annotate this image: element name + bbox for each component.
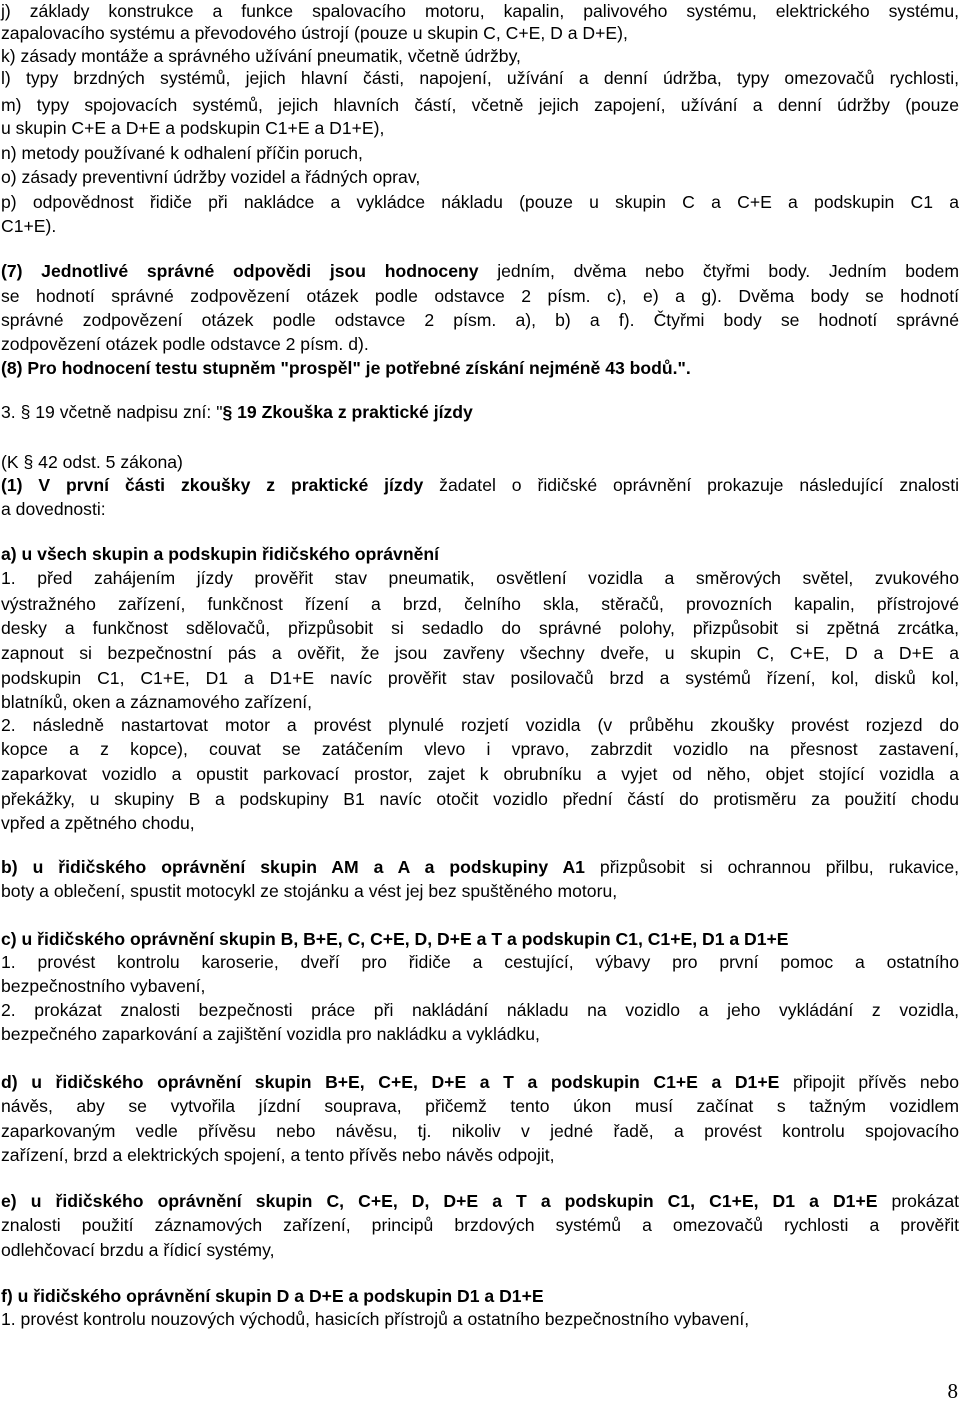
- list-item-m-line2: u skupin C+E a D+E a podskupin C1+E a D1+E),: [1, 118, 385, 138]
- section-a-heading-text: a) u všech skupin a podskupin řidičského oprávnění: [1, 544, 439, 564]
- paragraph-7-text: jedním, dvěma nebo čtyřmi body. Jedním bodem: [478, 261, 959, 281]
- point-3-line: [1, 401, 959, 423]
- section-c-heading-text: c) u řidičského oprávnění skupin B, B+E, C, C+E, D, D+E a T a podskupin C1, C1+E, D1 a D1+E: [1, 929, 789, 949]
- paragraph-7-line2: se hodnotí správné zodpovězení otázek podle odstavce 2 písm. c), e) a g). Dvěma body se hodnotí: [1, 286, 959, 306]
- list-item-j-line2: zapalovacího systému a převodového ústrojí (pouze u skupin C, C+E, D a D+E),: [1, 23, 628, 43]
- section-c-item2-line1: 2. prokázat znalosti bezpečnosti práce při nakládání nákladu na vozidlo a jeho vykládání z vozidla,: [1, 1000, 959, 1020]
- paragraph-7-line3: správné zodpovězení otázek podle odstavce 2 písm. a), b) a f). Čtyřmi body se hodnotí správné: [1, 310, 959, 330]
- list-item-m-line1: m) typy spojovacích systémů, jejich hlavních částí, včetně jejich zapojení, užívání a denní údržby (pouze: [1, 95, 959, 115]
- paragraph-1-line1: [1, 474, 959, 496]
- list-item-n: n) metody používané k odhalení příčin poruch,: [1, 143, 363, 163]
- section-19-title: § 19 Zkouška z praktické jízdy: [222, 402, 473, 422]
- section-a-item1-line4: zapnout si bezpečnostní pás a ověřit, že jsou zavřeny všechny dveře, u skupin C, C+E, D a D+E a: [1, 643, 959, 663]
- section-e-line2: znalosti použití záznamových zařízení, principů brzdových systémů a omezovačů rychlosti a prověřit: [1, 1215, 959, 1235]
- law-reference-open: (K: [1, 452, 24, 472]
- section-b-heading: b) u řidičského oprávnění skupin AM a A a podskupiny A1: [1, 857, 585, 877]
- section-d-line1: [1, 1071, 959, 1093]
- section-a-item1-line5: podskupin C1, C1+E, D1 a D1+E navíc prověřit stav posilovačů brzd a systémů řízení, kol, disků kol,: [1, 668, 959, 688]
- section-a-item1-line3: desky a funkčnost sdělovačů, přizpůsobit si sedadlo do správné polohy, přizpůsobit si zpětná zrcátka,: [1, 618, 959, 638]
- section-a-item2-line5: vpřed a zpětného chodu,: [1, 813, 195, 833]
- section-b-line2: boty a oblečení, spustit motocykl ze stojánku a vést jej bez spuštěného motoru,: [1, 881, 618, 901]
- paragraph-7-line4: zodpovězení otázek podle odstavce 2 písm. d).: [1, 334, 369, 354]
- list-item-k: k) zásady montáže a správného užívání pneumatik, včetně údržby,: [1, 46, 521, 66]
- paragraph-1-lead: (1) V první části zkoušky z praktické jízdy: [1, 475, 424, 495]
- point-3-text: včetně nadpisu zní: ": [59, 402, 223, 422]
- section-a-item1-line1: 1. před zahájením jízdy prověřit stav pneumatik, osvětlení vozidla a směrových světel, zvukového: [1, 568, 959, 588]
- section-e-line3: odlehčovací brzdu a řídicí systémy,: [1, 1240, 275, 1260]
- section-c-item1-line1: 1. provést kontrolu karoserie, dveří pro řidiče a cestující, výbavy pro první pomoc a ostatního: [1, 952, 959, 972]
- section-a-item2-line4: překážky, u skupiny B a podskupiny B1 navíc otočit vozidlo přední částí do protisměru za použití chodu: [1, 789, 959, 809]
- section-c-item1-line2: bezpečnostního vybavení,: [1, 976, 206, 996]
- section-c-heading: [1, 928, 959, 950]
- paragraph-1-text: žadatel o řidičské oprávnění prokazuje následující znalosti: [423, 475, 959, 495]
- section-d-line2: návěs, aby se vytvořila jízdní souprava, přičemž tento úkon musí začínat s tažným vozidlem: [1, 1096, 959, 1116]
- page-number: 8: [947, 1379, 958, 1403]
- section-b-line1: [1, 856, 959, 878]
- section-a-heading: [1, 543, 959, 565]
- section-a-item2-line3: zaparkovat vozidlo a opustit parkovací prostor, zajet k obrubníku a vyjet od něho, objet stojící vozidla a: [1, 764, 959, 784]
- list-item-p-line1: p) odpovědnost řidiče při nakládce a vykládce nákladu (pouze u skupin C a C+E a podskupin C1 a: [1, 192, 959, 212]
- section-a-item1-line2: výstražného zařízení, funkčnost řízení a brzd, čelního skla, stěračů, provozních kapalin, přístrojové: [1, 594, 959, 614]
- law-reference-rest: odst. 5 zákona): [57, 452, 183, 472]
- section-d-text: připojit přívěs nebo: [779, 1072, 960, 1092]
- section-f-heading: [1, 1285, 959, 1307]
- paragraph-7-lead: (7) Jednotlivé správné odpovědi jsou hodnoceny: [1, 261, 479, 281]
- section-d-line4: zařízení, brzd a elektrických spojení, a tento přívěs nebo návěs odpojit,: [1, 1145, 555, 1165]
- section-a-item1-line6: blatníků, oken a záznamového zařízení,: [1, 692, 313, 712]
- section-f-heading-text: f) u řidičského oprávnění skupin D a D+E a podskupin D1 a D1+E: [1, 1286, 544, 1306]
- list-item-j-line1: j) základy konstrukce a funkce spalovacího motoru, kapalin, palivového systému, elektrického systému,: [1, 1, 959, 21]
- section-c-item2-line2: bezpečného zaparkování a zajištění vozidla pro nakládku a vykládku,: [1, 1024, 540, 1044]
- section-e-heading: e) u řidičského oprávnění skupin C, C+E, D, D+E a T a podskupin C1, C1+E, D1 a D1+E: [1, 1191, 878, 1211]
- law-reference: [1, 451, 959, 473]
- paragraph-8-text: (8) Pro hodnocení testu stupněm "prospěl" je potřebné získání nejméně 43 bodů.".: [1, 358, 691, 378]
- section-a-item2-line1: 2. následně nastartovat motor a provést plynulé rozjetí vozidla (v průběhu zkoušky provést rozjezd do: [1, 715, 959, 735]
- paragraph-8: [1, 357, 959, 379]
- section-d-line3: zaparkovaným vedle přívěsu nebo návěsu, tj. nikoliv v jedné řadě, a provést kontrolu spojovacího: [1, 1121, 959, 1141]
- section-a-item2-line2: kopce a z kopce), couvat se zatáčením vlevo i vpravo, zabrzdit vozidlo na přesnost zastavení,: [1, 739, 959, 759]
- point-3-section-ref: § 19: [20, 402, 55, 422]
- point-3-number: 3.: [1, 402, 16, 422]
- list-item-l: l) typy brzdných systémů, jejich hlavní části, napojení, užívání a denní údržba, typy omezovačů rychlosti,: [1, 68, 959, 88]
- paragraph-7-line1: [1, 260, 959, 282]
- section-e-text: prokázat: [877, 1191, 959, 1211]
- section-e-line1: [1, 1190, 959, 1212]
- section-f-item1: 1. provést kontrolu nouzových východů, hasicích přístrojů a ostatního bezpečnostního vybavení,: [1, 1309, 750, 1329]
- section-b-text: přizpůsobit si ochrannou přilbu, rukavice,: [584, 857, 959, 877]
- section-d-heading: d) u řidičského oprávnění skupin B+E, C+E, D+E a T a podskupin C1+E a D1+E: [1, 1072, 780, 1092]
- list-item-o: o) zásady preventivní údržby vozidel a řádných oprav,: [1, 167, 421, 187]
- law-reference-section: § 42: [23, 452, 58, 472]
- list-item-p-line2: C1+E).: [1, 216, 57, 236]
- paragraph-1-line2: a dovednosti:: [1, 499, 106, 519]
